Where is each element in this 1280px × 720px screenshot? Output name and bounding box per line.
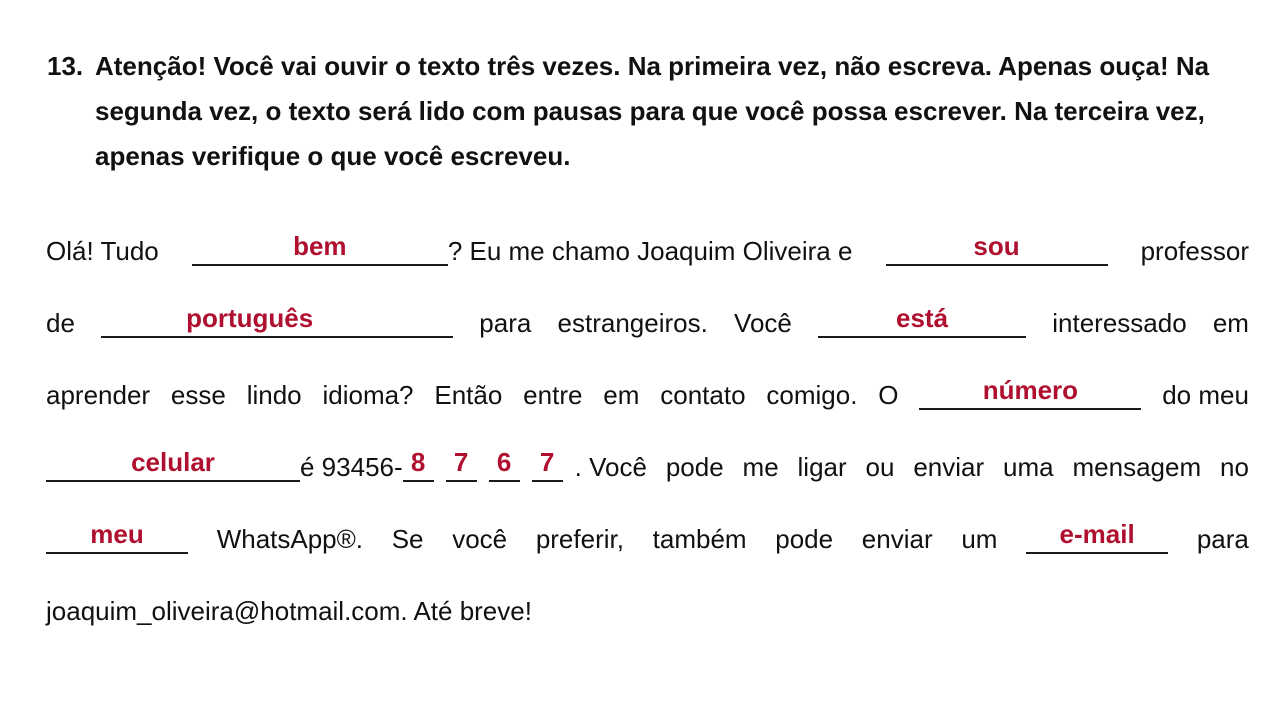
static-text: no (1220, 452, 1249, 482)
static-text: em (603, 380, 640, 410)
text-line-4 (46, 442, 1249, 482)
static-text: preferir, (535, 524, 624, 554)
static-text: joaquim_oliveira@hotmail.com. Até breve! (46, 596, 532, 626)
static-text: contato (660, 380, 746, 410)
answer-blank-meu[interactable] (46, 519, 188, 554)
answer-blank-digit-4[interactable] (532, 447, 563, 482)
static-text: Se (391, 524, 424, 554)
answer-blank-esta[interactable] (818, 303, 1026, 338)
answer-digit: 7 (453, 447, 469, 477)
static-text: idioma? (322, 380, 414, 410)
answer-blank-digit-3[interactable] (489, 447, 520, 482)
static-text: WhatsApp®. (216, 524, 364, 554)
text-line-5 (46, 514, 1249, 554)
answer-text: português (186, 303, 314, 333)
static-text: pode (775, 524, 834, 554)
answer-text: bem (293, 231, 347, 261)
static-text: uma (1003, 452, 1054, 482)
static-text: entre (523, 380, 583, 410)
static-text: de (46, 308, 75, 338)
static-text: . Você (574, 452, 647, 482)
answer-digit: 6 (496, 447, 512, 477)
answer-text: e-mail (1059, 519, 1135, 549)
answer-blank-portugues[interactable] (101, 303, 453, 338)
static-text: interessado (1052, 308, 1187, 338)
answer-blank-numero[interactable] (919, 375, 1141, 410)
static-text: mensagem (1072, 452, 1202, 482)
static-text: O (878, 380, 899, 410)
static-text: enviar (861, 524, 933, 554)
text-line-6 (46, 586, 1249, 626)
answer-blank-email[interactable] (1026, 519, 1168, 554)
static-text: para (1196, 524, 1249, 554)
instruction-text: Atenção! Você vai ouvir o texto três vezes. Na primeira vez, não escreva. Apenas ouça! Na segunda vez, o texto será lido com pausas para que você possa escrever. Na terceira vez, apenas verifique o que você escreveu. (95, 51, 1210, 171)
static-text: Olá! Tudo (46, 236, 159, 266)
answer-blank-digit-1[interactable] (403, 447, 434, 482)
static-text: professor (1140, 236, 1249, 266)
answer-digit: 8 (410, 447, 426, 477)
answer-blank-sou[interactable] (886, 231, 1108, 266)
static-text: Você (734, 308, 792, 338)
static-text: é 93456- (300, 452, 403, 482)
exercise-instruction (47, 44, 1247, 179)
answer-text: número (982, 375, 1079, 405)
text-line-2 (46, 298, 1249, 338)
static-text: Então (434, 380, 503, 410)
static-text: ligar (797, 452, 847, 482)
answer-text: está (896, 303, 949, 333)
static-text: você (452, 524, 508, 554)
text-line-1 (46, 226, 1249, 266)
static-text: também (652, 524, 747, 554)
static-text: pode (665, 452, 724, 482)
answer-text: celular (131, 447, 215, 477)
answer-digit: 7 (539, 447, 555, 477)
static-text: estrangeiros. (557, 308, 708, 338)
text-line-3 (46, 370, 1249, 410)
answer-blank-digit-2[interactable] (446, 447, 477, 482)
static-text: em (1212, 308, 1249, 338)
static-text: ou (865, 452, 895, 482)
exercise-number: 13. (47, 51, 84, 81)
static-text: enviar (913, 452, 985, 482)
static-text: do meu (1162, 380, 1249, 410)
answer-text: sou (973, 231, 1020, 261)
answer-blank-celular[interactable] (46, 447, 300, 482)
static-text: um (961, 524, 998, 554)
answer-text: meu (90, 519, 144, 549)
static-text: comigo. (766, 380, 858, 410)
static-text: para (479, 308, 532, 338)
answer-blank-bem[interactable] (192, 231, 448, 266)
static-text: esse (170, 380, 226, 410)
static-text: lindo (246, 380, 302, 410)
static-text: me (742, 452, 779, 482)
static-text: aprender (46, 380, 151, 410)
static-text: ? Eu me chamo Joaquim Oliveira e (447, 236, 853, 266)
